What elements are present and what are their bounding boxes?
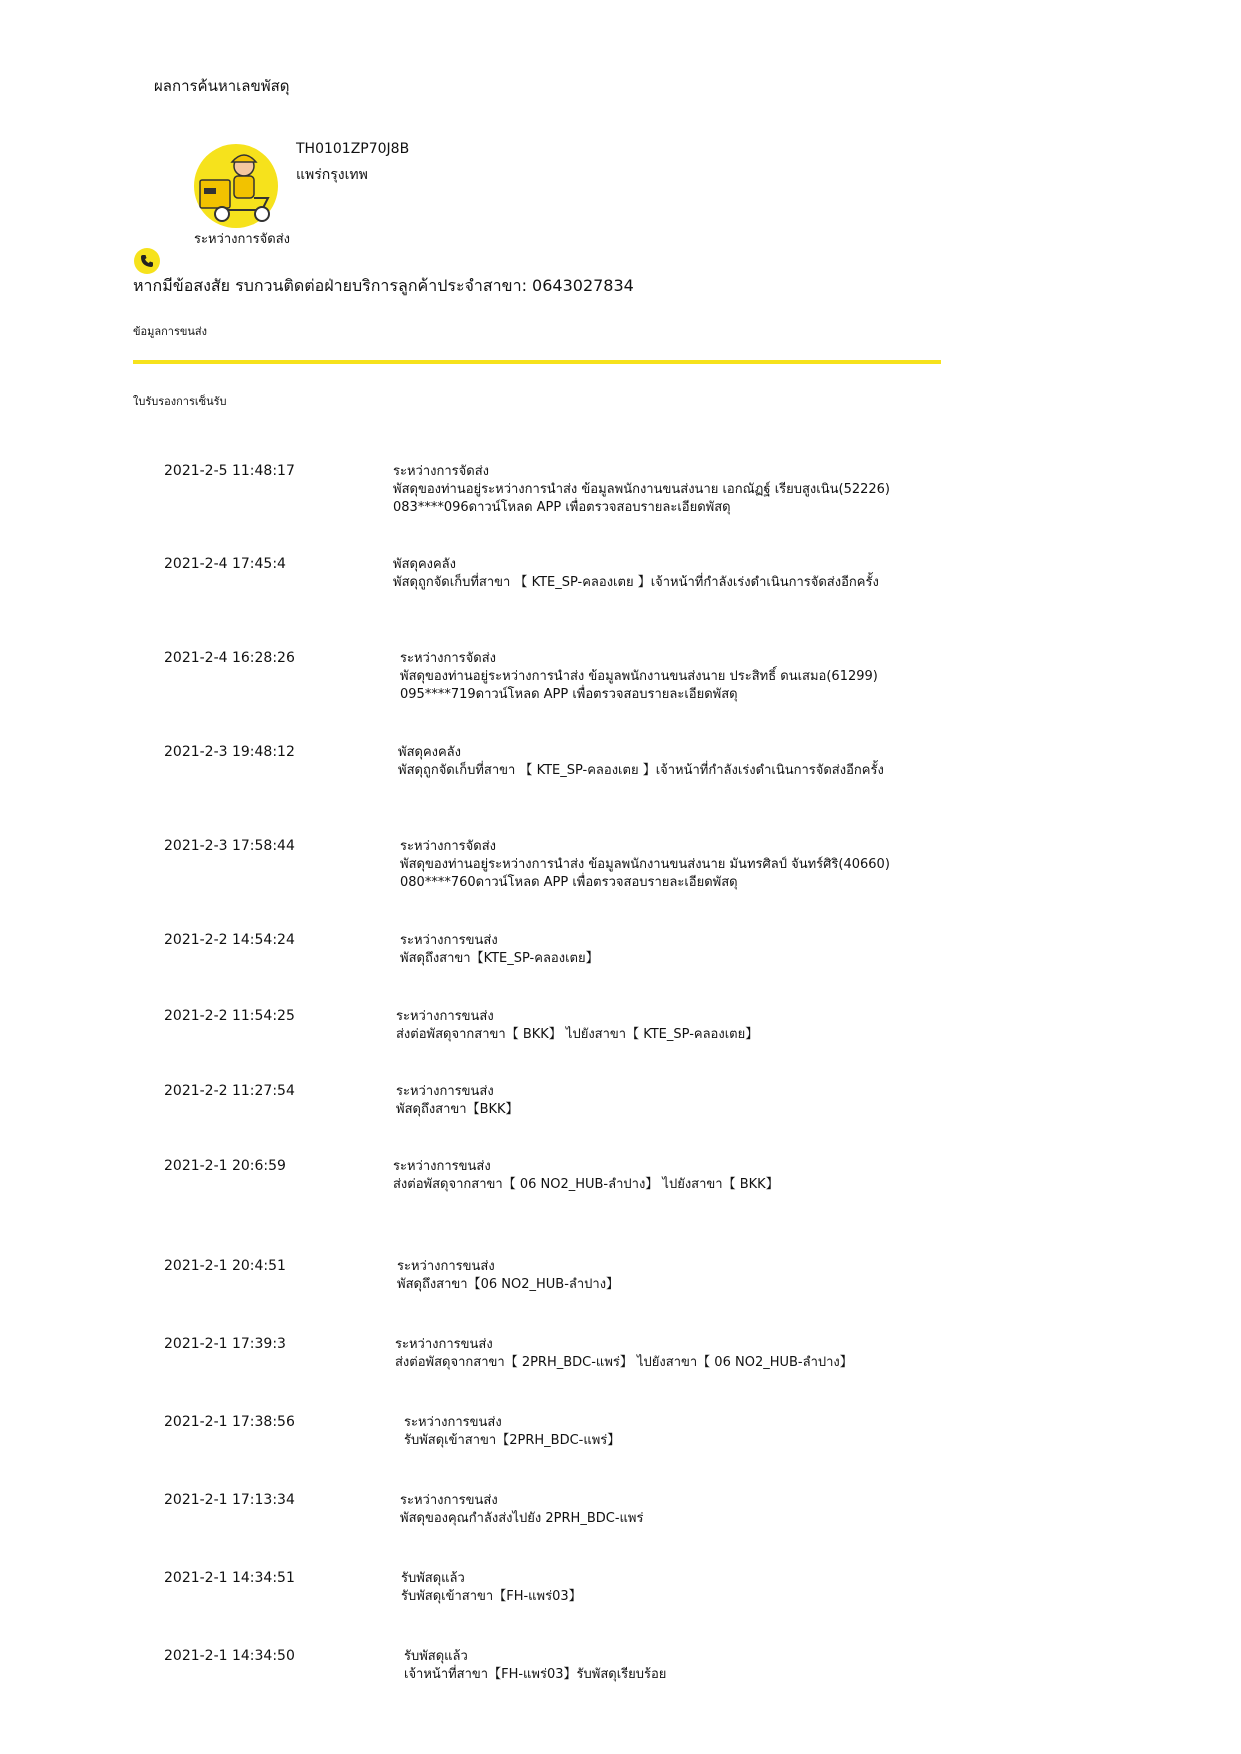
event-time: 2021-2-5 11:48:17	[164, 463, 295, 479]
event-time: 2021-2-1 17:13:34	[164, 1492, 295, 1508]
contact-line: หากมีข้อสงสัย รบกวนติดต่อฝ่ายบริการลูกค้าประจำสาขา: 0643027834	[133, 276, 634, 295]
timeline-event	[164, 463, 924, 517]
event-detail: รับพัสดุเข้าสาขา【FH-แพร่03】	[401, 1589, 582, 1604]
event-status: ระหว่างการขนส่ง	[396, 1084, 494, 1099]
event-status: พัสดุคงคลัง	[398, 745, 462, 760]
timeline-event	[164, 1648, 924, 1684]
event-detail: ส่งต่อพัสดุจากสาขา【 BKK】 ไปยังสาขา【 KTE_SP-คลองเตย】	[396, 1027, 759, 1042]
delivery-rider-icon	[192, 140, 284, 232]
status-caption: ระหว่างการจัดส่ง	[194, 232, 290, 247]
event-status: ระหว่างการขนส่ง	[397, 1259, 495, 1274]
event-status: ระหว่างการจัดส่ง	[393, 464, 489, 479]
event-time: 2021-2-3 19:48:12	[164, 744, 295, 760]
event-detail: พัสดุถึงสาขา【BKK】	[396, 1102, 519, 1117]
timeline-event	[164, 838, 924, 892]
event-detail: รับพัสดุเข้าสาขา【2PRH_BDC-แพร่】	[404, 1433, 621, 1448]
event-time: 2021-2-2 14:54:24	[164, 932, 295, 948]
timeline-event	[164, 556, 924, 592]
event-status: ระหว่างการขนส่ง	[400, 1493, 498, 1508]
event-detail: พัสดุของคุณกำลังส่งไปยัง 2PRH_BDC-แพร่	[400, 1511, 644, 1526]
timeline-event	[164, 650, 924, 704]
route-text: แพร่กรุงเทพ	[296, 167, 368, 183]
event-time: 2021-2-1 17:39:3	[164, 1336, 286, 1352]
event-time: 2021-2-1 14:34:50	[164, 1648, 295, 1664]
event-detail: พัสดุของท่านอยู่ระหว่างการนำส่ง ข้อมูลพนักงานขนส่งนาย มันทรศิลป์ จันทร์ศิริ(40660) 080****760ดาวน์โหลด APP เพื่อตรวจสอบรายละเอียดพัสดุ	[400, 857, 890, 890]
event-status: ระหว่างการจัดส่ง	[400, 651, 496, 666]
event-status: ระหว่างการขนส่ง	[400, 933, 498, 948]
event-detail: พัสดุถูกจัดเก็บที่สาขา 【 KTE_SP-คลองเตย 】เจ้าหน้าที่กำลังเร่งดำเนินการจัดส่งอีกครั้ง	[398, 763, 884, 778]
timeline-event	[164, 744, 924, 780]
event-time: 2021-2-2 11:54:25	[164, 1008, 295, 1024]
timeline-event	[164, 1008, 924, 1044]
event-status: ระหว่างการขนส่ง	[396, 1009, 494, 1024]
timeline-event	[164, 1083, 924, 1119]
phone-badge[interactable]	[134, 248, 160, 274]
phone-icon	[139, 253, 155, 269]
event-detail: พัสดุถูกจัดเก็บที่สาขา 【 KTE_SP-คลองเตย 】เจ้าหน้าที่กำลังเร่งดำเนินการจัดส่งอีกครั้ง	[393, 575, 879, 590]
event-status: ระหว่างการขนส่ง	[393, 1159, 491, 1174]
event-detail: เจ้าหน้าที่สาขา【FH-แพร่03】รับพัสดุเรียบร้อย	[404, 1667, 667, 1682]
event-status: รับพัสดุแล้ว	[401, 1571, 465, 1586]
avatar	[192, 140, 284, 232]
event-detail: พัสดุถึงสาขา【KTE_SP-คลองเตย】	[400, 951, 599, 966]
event-time: 2021-2-4 17:45:4	[164, 556, 286, 572]
event-status: พัสดุคงคลัง	[393, 557, 457, 572]
timeline-event	[164, 1414, 924, 1450]
event-status: รับพัสดุแล้ว	[404, 1649, 468, 1664]
timeline-event	[164, 1258, 924, 1294]
page-title: ผลการค้นหาเลขพัสดุ	[154, 77, 290, 95]
event-time: 2021-2-2 11:27:54	[164, 1083, 295, 1099]
tracking-number: TH0101ZP70J8B	[296, 141, 410, 157]
event-detail: พัสดุของท่านอยู่ระหว่างการนำส่ง ข้อมูลพนักงานขนส่งนาย เอกณัฏฐ์ เรียบสูงเนิน(52226) 083****096ดาวน์โหลด APP เพื่อตรวจสอบรายละเอียดพัสดุ	[393, 482, 890, 515]
event-detail: พัสดุของท่านอยู่ระหว่างการนำส่ง ข้อมูลพนักงานขนส่งนาย ประสิทธิ์ ดนเสมอ(61299) 095****719ดาวน์โหลด APP เพื่อตรวจสอบรายละเอียดพัสดุ	[400, 669, 878, 702]
event-time: 2021-2-1 20:4:51	[164, 1258, 286, 1274]
section-label-receipt: ใบรับรองการเซ็นรับ	[133, 395, 227, 408]
event-time: 2021-2-4 16:28:26	[164, 650, 295, 666]
timeline-event	[164, 932, 924, 968]
event-time: 2021-2-1 14:34:51	[164, 1570, 295, 1586]
event-detail: ส่งต่อพัสดุจากสาขา【 2PRH_BDC-แพร่】 ไปยังสาขา【 06 NO2_HUB-ลำปาง】	[395, 1355, 853, 1370]
timeline-event	[164, 1492, 924, 1528]
event-detail: ส่งต่อพัสดุจากสาขา【 06 NO2_HUB-ลำปาง】 ไปยังสาขา【 BKK】	[393, 1177, 779, 1192]
timeline-event	[164, 1570, 924, 1606]
event-time: 2021-2-1 17:38:56	[164, 1414, 295, 1430]
section-label-transport: ข้อมูลการขนส่ง	[133, 325, 207, 338]
event-status: ระหว่างการขนส่ง	[395, 1337, 493, 1352]
event-detail: พัสดุถึงสาขา【06 NO2_HUB-ลำปาง】	[397, 1277, 620, 1292]
timeline-event	[164, 1158, 924, 1194]
event-status: ระหว่างการขนส่ง	[404, 1415, 502, 1430]
event-status: ระหว่างการจัดส่ง	[400, 839, 496, 854]
yellow-divider	[133, 360, 941, 364]
event-time: 2021-2-1 20:6:59	[164, 1158, 286, 1174]
timeline-event	[164, 1336, 924, 1372]
event-time: 2021-2-3 17:58:44	[164, 838, 295, 854]
